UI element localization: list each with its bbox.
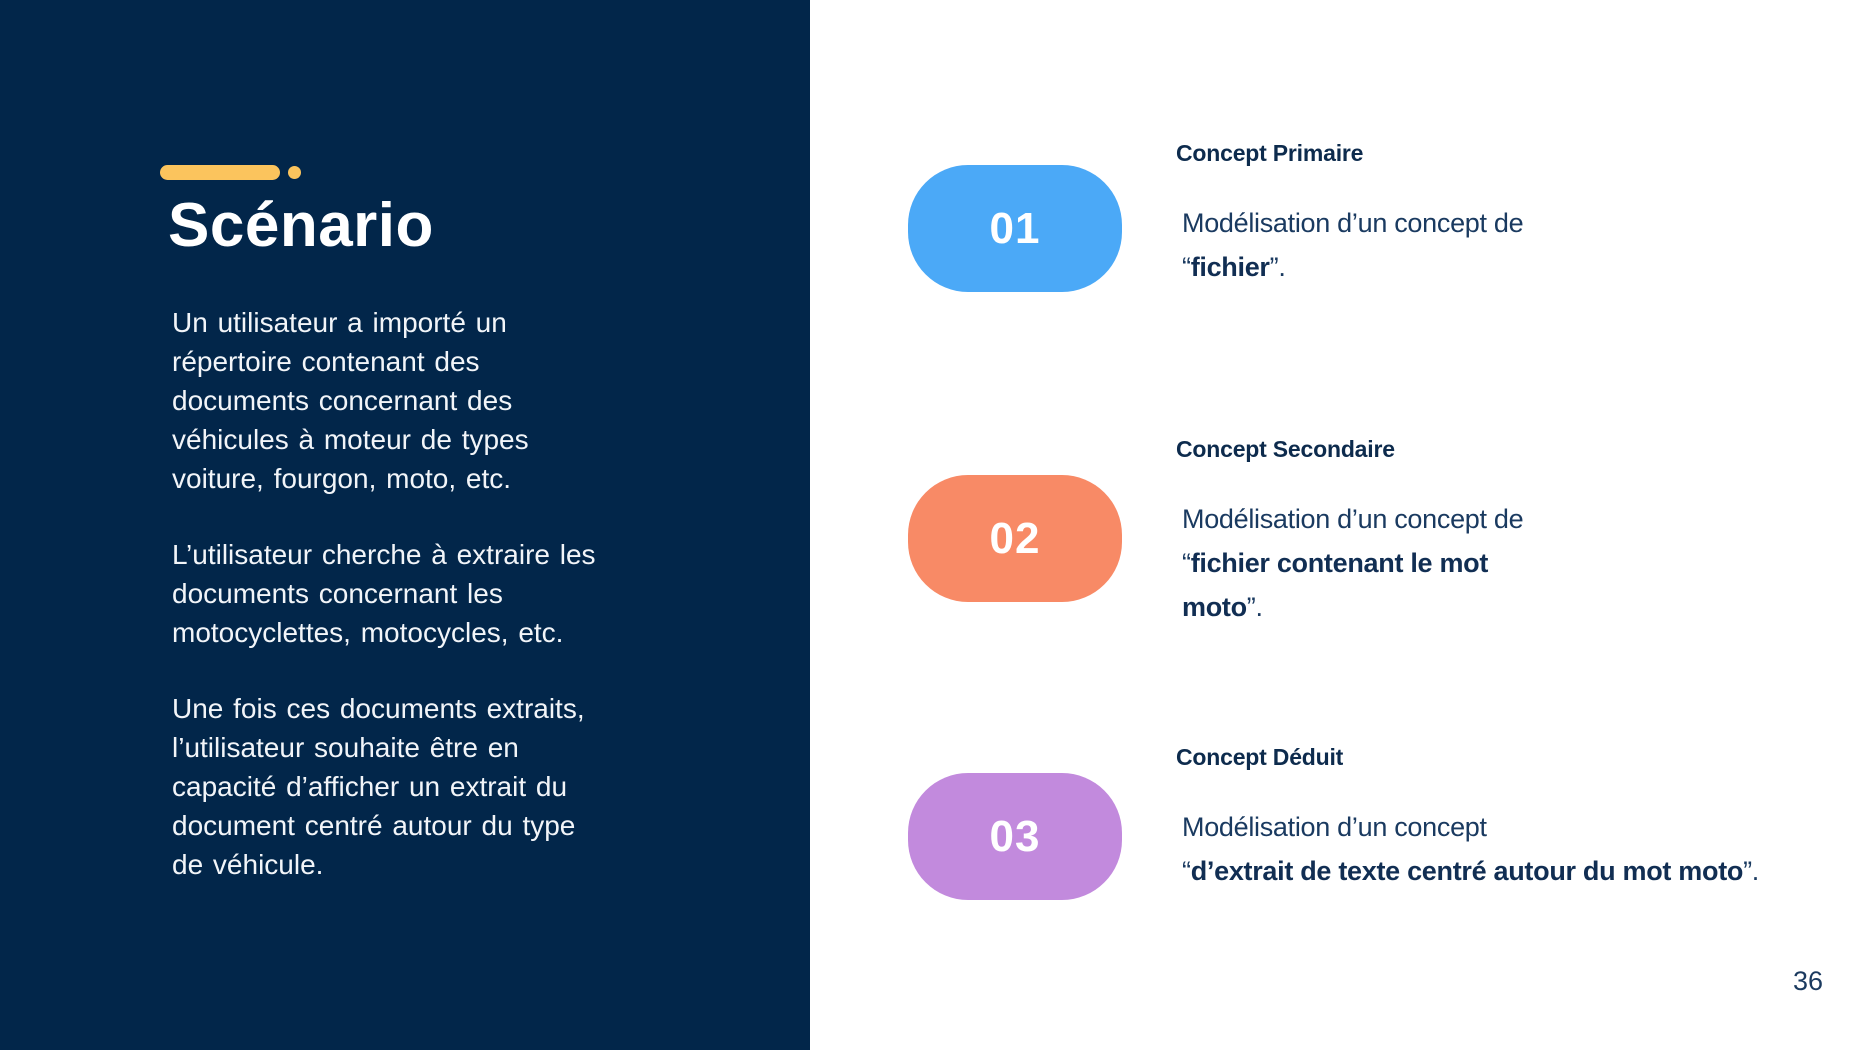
close-quote: ”. <box>1743 856 1759 886</box>
accent-decoration <box>160 164 301 179</box>
concept-lead: Modélisation d’un concept <box>1182 812 1487 842</box>
concept-quote <box>1182 541 1566 629</box>
concept-number-pill <box>908 165 1122 292</box>
concept-lead: Modélisation d’un concept de <box>1182 208 1524 238</box>
paragraph-line: L’utilisateur cherche à extraire les <box>172 539 596 570</box>
concept-quote <box>1182 849 1796 893</box>
paragraph-line: voiture, fourgon, moto, etc. <box>172 463 512 494</box>
open-quote: “ <box>1182 252 1191 282</box>
paragraph-line: documents concernant des <box>172 385 513 416</box>
concept-bold-term: fichier <box>1190 252 1270 282</box>
concept-number: 02 <box>989 513 1041 563</box>
concept-heading: Concept Primaire <box>1176 140 1364 166</box>
paragraph-line: motocyclettes, motocycles, etc. <box>172 617 564 648</box>
accent-dot <box>288 166 301 179</box>
concept-number: 01 <box>989 203 1041 253</box>
scenario-paragraph <box>172 689 732 884</box>
page-number: 36 <box>1793 966 1824 996</box>
concept-number-pill <box>908 475 1122 602</box>
paragraph-line: de véhicule. <box>172 849 324 880</box>
concept-lead: Modélisation d’un concept de <box>1182 504 1524 534</box>
concept-text <box>1176 436 1566 629</box>
open-quote: “ <box>1182 856 1191 886</box>
paragraph-line: documents concernant les <box>172 578 503 609</box>
paragraph-line: Une fois ces documents extraits, <box>172 693 585 724</box>
close-quote: ”. <box>1246 592 1263 622</box>
scenario-paragraph <box>172 303 732 498</box>
scenario-text <box>172 303 732 921</box>
concept-quote <box>1182 245 1566 289</box>
paragraph-line: l’utilisateur souhaite être en <box>172 732 519 763</box>
paragraph-line: capacité d’afficher un extrait du <box>172 771 568 802</box>
accent-line <box>160 165 280 180</box>
concept-heading: Concept Déduit <box>1176 744 1344 770</box>
concept-number-pill <box>908 773 1122 900</box>
concept-bold-term: d’extrait de texte centré autour du mot moto <box>1190 856 1744 886</box>
open-quote: “ <box>1182 548 1191 578</box>
concept-number: 03 <box>989 811 1041 861</box>
concept-bold-term: fichier contenant le mot moto <box>1182 548 1489 622</box>
left-panel <box>0 0 810 1050</box>
scenario-paragraph <box>172 535 732 652</box>
paragraph-line: document centré autour du type <box>172 810 576 841</box>
concept-heading: Concept Secondaire <box>1176 436 1395 462</box>
paragraph-line: véhicules à moteur de types <box>172 424 529 455</box>
paragraph-line: Un utilisateur a importé un <box>172 307 507 338</box>
concept-text <box>1176 744 1796 893</box>
close-quote: ”. <box>1269 252 1286 282</box>
paragraph-line: répertoire contenant des <box>172 346 480 377</box>
page-title: Scénario <box>168 191 434 260</box>
concept-text <box>1176 140 1566 289</box>
